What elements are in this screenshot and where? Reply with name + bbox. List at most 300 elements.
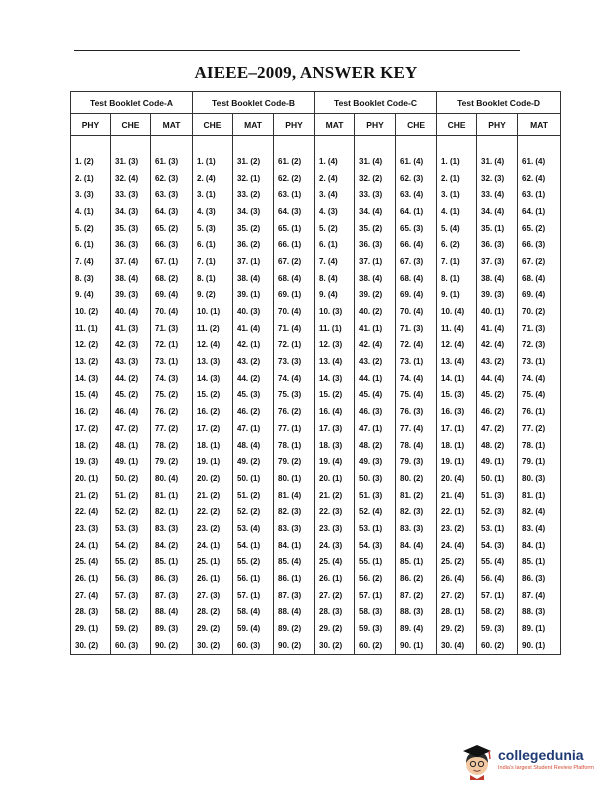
answer-cell: 26. (1)	[71, 570, 111, 587]
answer-cell: 36. (3)	[355, 236, 396, 253]
booklet-code-d-header: Test Booklet Code-D	[437, 92, 561, 114]
answer-cell: 27. (3)	[193, 587, 233, 604]
answer-cell: 10. (3)	[315, 303, 355, 320]
answer-cell: 53. (1)	[477, 520, 518, 537]
answer-cell: 15. (3)	[437, 387, 477, 404]
answer-cell: 32. (1)	[233, 170, 274, 187]
answer-cell: 29. (2)	[193, 620, 233, 637]
answer-cell: 31. (3)	[111, 153, 151, 170]
answer-cell: 7. (1)	[437, 253, 477, 270]
answer-cell: 53. (4)	[233, 520, 274, 537]
answer-cell: 19. (1)	[193, 453, 233, 470]
answer-cell: 23. (3)	[71, 520, 111, 537]
answer-row	[71, 203, 561, 220]
answer-cell: 17. (2)	[193, 420, 233, 437]
answer-cell: 71. (4)	[274, 320, 315, 337]
answer-cell: 9. (2)	[193, 287, 233, 304]
answer-cell: 50. (3)	[355, 470, 396, 487]
answer-cell: 60. (3)	[233, 637, 274, 654]
answer-cell: 29. (1)	[71, 620, 111, 637]
answer-cell: 22. (3)	[315, 503, 355, 520]
answer-cell: 88. (4)	[274, 604, 315, 621]
answer-cell: 20. (1)	[315, 470, 355, 487]
answer-cell: 74. (4)	[396, 370, 437, 387]
answer-cell: 12. (4)	[437, 337, 477, 354]
answer-cell: 86. (3)	[151, 570, 193, 587]
answer-cell: 46. (4)	[111, 403, 151, 420]
answer-cell: 36. (3)	[477, 236, 518, 253]
answer-cell: 37. (3)	[477, 253, 518, 270]
answer-cell: 57. (1)	[233, 587, 274, 604]
answer-cell: 9. (4)	[71, 287, 111, 304]
answer-cell: 81. (1)	[518, 487, 561, 504]
answer-cell: 71. (3)	[396, 320, 437, 337]
answer-cell: 46. (2)	[477, 403, 518, 420]
answer-cell: 6. (1)	[315, 236, 355, 253]
answer-cell: 37. (1)	[355, 253, 396, 270]
answer-cell: 88. (4)	[151, 604, 193, 621]
brand-name: collegedunia	[498, 747, 584, 763]
answer-cell: 37. (1)	[233, 253, 274, 270]
answer-cell: 68. (4)	[396, 270, 437, 287]
answer-cell: 20. (2)	[193, 470, 233, 487]
answer-cell: 60. (2)	[477, 637, 518, 654]
answer-cell: 82. (3)	[396, 503, 437, 520]
subject-header: CHE	[111, 114, 151, 136]
answer-cell: 66. (3)	[518, 236, 561, 253]
answer-cell: 41. (1)	[355, 320, 396, 337]
answer-cell: 51. (3)	[355, 487, 396, 504]
answer-cell: 71. (3)	[151, 320, 193, 337]
answer-cell: 25. (2)	[437, 554, 477, 571]
answer-cell: 2. (4)	[315, 170, 355, 187]
answer-cell: 22. (4)	[71, 503, 111, 520]
subject-header: CHE	[437, 114, 477, 136]
answer-cell: 8. (4)	[315, 270, 355, 287]
answer-cell: 17. (1)	[437, 420, 477, 437]
answer-cell: 34. (4)	[477, 203, 518, 220]
answer-row	[71, 604, 561, 621]
answer-cell: 72. (4)	[396, 337, 437, 354]
answer-cell: 12. (3)	[315, 337, 355, 354]
answer-cell: 33. (2)	[233, 186, 274, 203]
answer-cell: 72. (1)	[274, 337, 315, 354]
answer-cell: 28. (2)	[193, 604, 233, 621]
answer-cell: 45. (2)	[111, 387, 151, 404]
answer-cell: 18. (2)	[71, 437, 111, 454]
answer-cell: 50. (2)	[111, 470, 151, 487]
answer-cell: 30. (4)	[437, 637, 477, 654]
answer-row	[71, 620, 561, 637]
answer-cell: 18. (3)	[315, 437, 355, 454]
answer-row	[71, 387, 561, 404]
answer-cell: 30. (2)	[71, 637, 111, 654]
answer-cell: 13. (4)	[437, 353, 477, 370]
answer-cell: 57. (1)	[355, 587, 396, 604]
answer-cell: 10. (2)	[71, 303, 111, 320]
answer-cell: 5. (2)	[71, 220, 111, 237]
answer-cell: 83. (3)	[396, 520, 437, 537]
answer-cell: 90. (2)	[274, 637, 315, 654]
answer-cell: 15. (2)	[315, 387, 355, 404]
answer-cell: 28. (3)	[315, 604, 355, 621]
answer-cell: 12. (4)	[193, 337, 233, 354]
answer-cell: 39. (2)	[355, 287, 396, 304]
answer-cell: 76. (2)	[274, 403, 315, 420]
answer-cell: 10. (1)	[193, 303, 233, 320]
answer-cell: 7. (4)	[71, 253, 111, 270]
answer-cell: 63. (1)	[518, 186, 561, 203]
answer-cell: 43. (3)	[111, 353, 151, 370]
answer-cell: 82. (4)	[518, 503, 561, 520]
answer-cell: 78. (4)	[396, 437, 437, 454]
answer-cell: 70. (4)	[151, 303, 193, 320]
answer-cell: 16. (2)	[193, 403, 233, 420]
answer-cell: 4. (3)	[193, 203, 233, 220]
answer-cell: 38. (4)	[233, 270, 274, 287]
answer-row	[71, 487, 561, 504]
answer-cell: 83. (3)	[151, 520, 193, 537]
answer-cell: 1. (2)	[71, 153, 111, 170]
answer-row	[71, 637, 561, 654]
answer-cell: 80. (2)	[396, 470, 437, 487]
answer-cell: 54. (3)	[355, 537, 396, 554]
answer-cell: 77. (2)	[518, 420, 561, 437]
answer-cell: 67. (2)	[274, 253, 315, 270]
answer-cell: 48. (2)	[477, 437, 518, 454]
subject-header: CHE	[396, 114, 437, 136]
answer-cell: 47. (2)	[477, 420, 518, 437]
answer-cell: 79. (1)	[518, 453, 561, 470]
answer-cell: 61. (3)	[151, 153, 193, 170]
answer-cell: 55. (4)	[477, 554, 518, 571]
answer-cell: 54. (1)	[233, 537, 274, 554]
answer-cell: 25. (4)	[71, 554, 111, 571]
answer-cell: 69. (4)	[151, 287, 193, 304]
answer-cell: 63. (1)	[274, 186, 315, 203]
answer-cell: 86. (3)	[518, 570, 561, 587]
subject-header: PHY	[71, 114, 111, 136]
answer-cell: 61. (2)	[274, 153, 315, 170]
answer-cell: 27. (2)	[437, 587, 477, 604]
answer-cell: 6. (2)	[437, 236, 477, 253]
answer-row	[71, 186, 561, 203]
answer-cell: 11. (1)	[315, 320, 355, 337]
answer-cell: 78. (1)	[274, 437, 315, 454]
answer-cell: 82. (1)	[151, 503, 193, 520]
answer-cell: 90. (2)	[151, 637, 193, 654]
top-divider	[74, 50, 520, 51]
answer-cell: 21. (2)	[193, 487, 233, 504]
answer-cell: 39. (3)	[477, 287, 518, 304]
answer-cell: 32. (2)	[355, 170, 396, 187]
answer-cell: 79. (2)	[274, 453, 315, 470]
answer-cell: 79. (3)	[396, 453, 437, 470]
answer-cell: 30. (2)	[315, 637, 355, 654]
answer-cell: 55. (2)	[233, 554, 274, 571]
answer-cell: 26. (1)	[193, 570, 233, 587]
answer-cell: 52. (4)	[355, 503, 396, 520]
answer-row	[71, 153, 561, 170]
answer-cell: 17. (3)	[315, 420, 355, 437]
answer-cell: 69. (1)	[274, 287, 315, 304]
subject-header: PHY	[274, 114, 315, 136]
subject-header: CHE	[193, 114, 233, 136]
answer-cell: 33. (3)	[355, 186, 396, 203]
answer-cell: 51. (2)	[111, 487, 151, 504]
answer-cell: 16. (3)	[437, 403, 477, 420]
answer-cell: 56. (1)	[233, 570, 274, 587]
answer-cell: 38. (4)	[111, 270, 151, 287]
answer-cell: 19. (3)	[71, 453, 111, 470]
answer-row	[71, 570, 561, 587]
answer-cell: 40. (2)	[355, 303, 396, 320]
answer-cell: 89. (1)	[518, 620, 561, 637]
answer-cell: 51. (2)	[233, 487, 274, 504]
answer-cell: 33. (3)	[111, 186, 151, 203]
answer-cell: 85. (1)	[518, 554, 561, 571]
answer-cell: 43. (2)	[233, 353, 274, 370]
answer-cell: 55. (2)	[111, 554, 151, 571]
answer-cell: 20. (1)	[71, 470, 111, 487]
answer-cell: 73. (1)	[396, 353, 437, 370]
answer-cell: 8. (1)	[437, 270, 477, 287]
answer-cell: 37. (4)	[111, 253, 151, 270]
answer-row	[71, 520, 561, 537]
answer-cell: 67. (1)	[151, 253, 193, 270]
answer-cell: 2. (4)	[193, 170, 233, 187]
answer-cell: 74. (4)	[274, 370, 315, 387]
answer-cell: 52. (3)	[477, 503, 518, 520]
answer-cell: 23. (2)	[193, 520, 233, 537]
booklet-code-b-header: Test Booklet Code-B	[193, 92, 315, 114]
answer-cell: 24. (3)	[315, 537, 355, 554]
answer-cell: 11. (2)	[193, 320, 233, 337]
answer-cell: 4. (1)	[437, 203, 477, 220]
answer-cell: 76. (3)	[396, 403, 437, 420]
answer-cell: 59. (2)	[111, 620, 151, 637]
answer-cell: 78. (2)	[151, 437, 193, 454]
answer-cell: 27. (4)	[71, 587, 111, 604]
answer-cell: 64. (3)	[151, 203, 193, 220]
answer-cell: 59. (3)	[477, 620, 518, 637]
student-graduate-logo-icon	[458, 742, 496, 780]
answer-cell: 65. (3)	[396, 220, 437, 237]
answer-cell: 42. (3)	[111, 337, 151, 354]
answer-cell: 53. (1)	[355, 520, 396, 537]
answer-cell: 18. (1)	[193, 437, 233, 454]
answer-row	[71, 303, 561, 320]
answer-cell: 42. (1)	[233, 337, 274, 354]
answer-cell: 39. (1)	[233, 287, 274, 304]
answer-row	[71, 503, 561, 520]
answer-cell: 21. (2)	[71, 487, 111, 504]
answer-cell: 89. (4)	[396, 620, 437, 637]
answer-cell: 31. (4)	[477, 153, 518, 170]
answer-cell: 14. (3)	[315, 370, 355, 387]
answer-cell: 44. (4)	[477, 370, 518, 387]
answer-cell: 35. (3)	[111, 220, 151, 237]
answer-cell: 81. (4)	[274, 487, 315, 504]
answer-cell: 19. (1)	[437, 453, 477, 470]
answer-cell: 86. (1)	[274, 570, 315, 587]
answer-cell: 26. (4)	[437, 570, 477, 587]
answer-cell: 47. (1)	[355, 420, 396, 437]
answer-cell: 9. (1)	[437, 287, 477, 304]
answer-cell: 85. (1)	[151, 554, 193, 571]
answer-row	[71, 420, 561, 437]
answer-cell: 3. (3)	[71, 186, 111, 203]
answer-cell: 89. (3)	[151, 620, 193, 637]
answer-cell: 71. (3)	[518, 320, 561, 337]
answer-row	[71, 320, 561, 337]
answer-cell: 24. (1)	[193, 537, 233, 554]
answer-cell: 1. (4)	[315, 153, 355, 170]
answer-cell: 28. (1)	[437, 604, 477, 621]
subject-header: PHY	[355, 114, 396, 136]
answer-cell: 64. (1)	[396, 203, 437, 220]
answer-cell: 90. (1)	[518, 637, 561, 654]
answer-cell: 67. (2)	[518, 253, 561, 270]
answer-cell: 14. (3)	[71, 370, 111, 387]
answer-cell: 1. (1)	[193, 153, 233, 170]
answer-cell: 36. (2)	[233, 236, 274, 253]
answer-row	[71, 170, 561, 187]
answer-cell: 38. (4)	[477, 270, 518, 287]
answer-cell: 49. (1)	[111, 453, 151, 470]
answer-cell: 58. (4)	[233, 604, 274, 621]
answer-cell: 48. (4)	[233, 437, 274, 454]
answer-cell: 84. (1)	[274, 537, 315, 554]
answer-row	[71, 370, 561, 387]
answer-cell: 11. (4)	[437, 320, 477, 337]
answer-cell: 45. (2)	[477, 387, 518, 404]
answer-cell: 49. (2)	[233, 453, 274, 470]
answer-cell: 60. (3)	[111, 637, 151, 654]
answer-cell: 25. (4)	[315, 554, 355, 571]
answer-cell: 2. (1)	[71, 170, 111, 187]
answer-cell: 24. (1)	[71, 537, 111, 554]
answer-cell: 84. (1)	[518, 537, 561, 554]
answer-cell: 75. (2)	[151, 387, 193, 404]
answer-cell: 6. (1)	[193, 236, 233, 253]
answer-cell: 28. (3)	[71, 604, 111, 621]
answer-cell: 7. (1)	[193, 253, 233, 270]
answer-row	[71, 236, 561, 253]
spacer-row	[71, 136, 561, 154]
answer-cell: 40. (1)	[477, 303, 518, 320]
answer-row	[71, 287, 561, 304]
answer-cell: 6. (1)	[71, 236, 111, 253]
answer-row	[71, 470, 561, 487]
brand-footer	[458, 742, 608, 782]
answer-cell: 3. (1)	[437, 186, 477, 203]
answer-cell: 2. (1)	[437, 170, 477, 187]
answer-cell: 21. (2)	[315, 487, 355, 504]
answer-cell: 57. (3)	[111, 587, 151, 604]
answer-rows	[71, 136, 561, 655]
answer-cell: 86. (2)	[396, 570, 437, 587]
answer-cell: 8. (3)	[71, 270, 111, 287]
answer-cell: 4. (3)	[315, 203, 355, 220]
answer-cell: 64. (1)	[518, 203, 561, 220]
answer-cell: 81. (1)	[151, 487, 193, 504]
answer-cell: 52. (2)	[233, 503, 274, 520]
answer-cell: 54. (2)	[111, 537, 151, 554]
answer-cell: 30. (2)	[193, 637, 233, 654]
answer-cell: 42. (4)	[355, 337, 396, 354]
answer-cell: 59. (4)	[233, 620, 274, 637]
answer-cell: 70. (4)	[396, 303, 437, 320]
answer-cell: 59. (3)	[355, 620, 396, 637]
answer-cell: 16. (4)	[315, 403, 355, 420]
answer-cell: 77. (1)	[274, 420, 315, 437]
answer-cell: 15. (2)	[193, 387, 233, 404]
answer-cell: 75. (4)	[518, 387, 561, 404]
answer-cell: 68. (2)	[151, 270, 193, 287]
answer-cell: 19. (4)	[315, 453, 355, 470]
answer-cell: 44. (2)	[111, 370, 151, 387]
answer-cell: 55. (1)	[355, 554, 396, 571]
answer-cell: 68. (4)	[518, 270, 561, 287]
answer-cell: 14. (3)	[193, 370, 233, 387]
answer-cell: 85. (1)	[396, 554, 437, 571]
answer-cell: 57. (1)	[477, 587, 518, 604]
answer-cell: 46. (3)	[355, 403, 396, 420]
answer-cell: 34. (4)	[355, 203, 396, 220]
answer-cell: 66. (4)	[396, 236, 437, 253]
answer-cell: 74. (3)	[151, 370, 193, 387]
answer-row	[71, 353, 561, 370]
answer-cell: 56. (4)	[477, 570, 518, 587]
subject-header: MAT	[233, 114, 274, 136]
answer-cell: 3. (4)	[315, 186, 355, 203]
answer-cell: 88. (3)	[396, 604, 437, 621]
answer-cell: 40. (3)	[233, 303, 274, 320]
answer-cell: 35. (1)	[477, 220, 518, 237]
answer-cell: 9. (4)	[315, 287, 355, 304]
answer-cell: 79. (2)	[151, 453, 193, 470]
answer-cell: 12. (2)	[71, 337, 111, 354]
answer-cell: 70. (2)	[518, 303, 561, 320]
answer-cell: 45. (3)	[233, 387, 274, 404]
answer-cell: 75. (3)	[274, 387, 315, 404]
answer-row	[71, 403, 561, 420]
answer-cell: 22. (1)	[437, 503, 477, 520]
answer-cell: 84. (4)	[396, 537, 437, 554]
answer-cell: 33. (4)	[477, 186, 518, 203]
answer-cell: 32. (3)	[477, 170, 518, 187]
answer-cell: 45. (4)	[355, 387, 396, 404]
answer-cell: 80. (4)	[151, 470, 193, 487]
answer-cell: 64. (3)	[274, 203, 315, 220]
answer-cell: 48. (2)	[355, 437, 396, 454]
answer-cell: 21. (4)	[437, 487, 477, 504]
answer-cell: 65. (2)	[518, 220, 561, 237]
answer-cell: 58. (2)	[111, 604, 151, 621]
brand-tagline: India's largest Student Review Platform	[498, 765, 594, 771]
answer-cell: 14. (1)	[437, 370, 477, 387]
answer-cell: 73. (3)	[274, 353, 315, 370]
answer-cell: 52. (2)	[111, 503, 151, 520]
answer-cell: 72. (3)	[518, 337, 561, 354]
answer-cell: 66. (3)	[151, 236, 193, 253]
answer-cell: 54. (3)	[477, 537, 518, 554]
answer-cell: 4. (1)	[71, 203, 111, 220]
answer-cell: 67. (3)	[396, 253, 437, 270]
answer-cell: 80. (1)	[274, 470, 315, 487]
answer-cell: 73. (1)	[518, 353, 561, 370]
